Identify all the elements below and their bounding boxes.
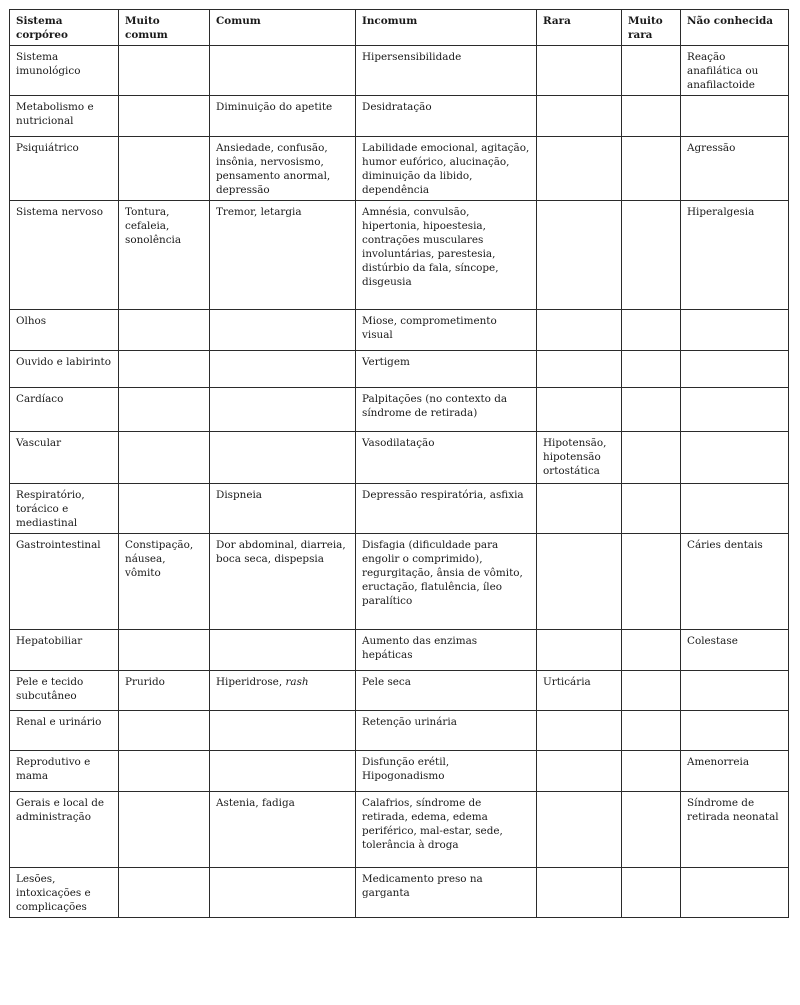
cell-rara — [537, 46, 622, 96]
cell-rara — [537, 711, 622, 751]
cell-rara — [537, 484, 622, 534]
cell-muito-rara — [622, 96, 681, 137]
cell-incomum: Retenção urinária — [356, 711, 537, 751]
cell-rara — [537, 96, 622, 137]
cell-muito-rara — [622, 630, 681, 671]
cell-nao-conhecida — [681, 671, 789, 711]
cell-incomum: Calafrios, síndrome de retirada, edema, edema periférico, mal-estar, sede, tolerância à droga — [356, 792, 537, 868]
cell-incomum: Disfunção erétil, Hipogonadismo — [356, 751, 537, 792]
table-row — [10, 868, 789, 918]
table-row — [10, 310, 789, 351]
table-row — [10, 351, 789, 388]
cell-rara — [537, 388, 622, 432]
cell-muito-comum — [119, 630, 210, 671]
adverse-reactions-table — [9, 9, 789, 918]
cell-comum — [210, 46, 356, 96]
table-row — [10, 46, 789, 96]
cell-nao-conhecida: Agressão — [681, 137, 789, 201]
cell-muito-rara — [622, 310, 681, 351]
table-row — [10, 137, 789, 201]
cell-muito-rara — [622, 137, 681, 201]
cell-nao-conhecida — [681, 484, 789, 534]
cell-muito-rara — [622, 351, 681, 388]
cell-muito-comum — [119, 137, 210, 201]
header-sistema-corporeo: Sistema corpóreo — [10, 10, 119, 46]
cell-incomum: Medicamento preso na garganta — [356, 868, 537, 918]
cell-incomum: Pele seca — [356, 671, 537, 711]
cell-sistema-corporeo: Sistema imunológico — [10, 46, 119, 96]
cell-muito-rara — [622, 388, 681, 432]
table-row — [10, 96, 789, 137]
cell-rara: Urticária — [537, 671, 622, 711]
header-muito-rara: Muito rara — [622, 10, 681, 46]
cell-comum — [210, 310, 356, 351]
cell-comum: Dispneia — [210, 484, 356, 534]
cell-sistema-corporeo: Gerais e local de administração — [10, 792, 119, 868]
cell-rara — [537, 534, 622, 630]
cell-muito-rara — [622, 792, 681, 868]
table-row — [10, 432, 789, 484]
cell-nao-conhecida: Colestase — [681, 630, 789, 671]
cell-nao-conhecida — [681, 388, 789, 432]
cell-sistema-corporeo: Renal e urinário — [10, 711, 119, 751]
cell-nao-conhecida: Amenorreia — [681, 751, 789, 792]
cell-nao-conhecida — [681, 351, 789, 388]
cell-muito-rara — [622, 46, 681, 96]
cell-sistema-corporeo: Vascular — [10, 432, 119, 484]
cell-rara — [537, 351, 622, 388]
cell-muito-comum — [119, 388, 210, 432]
cell-muito-comum: Constipação, náusea, vômito — [119, 534, 210, 630]
table-row — [10, 484, 789, 534]
cell-sistema-corporeo: Metabolismo e nutricional — [10, 96, 119, 137]
table-row — [10, 630, 789, 671]
cell-comum: Astenia, fadiga — [210, 792, 356, 868]
cell-nao-conhecida: Reação anafilática ou anafilactoide — [681, 46, 789, 96]
cell-comum: Hiperidrose, rash — [210, 671, 356, 711]
cell-nao-conhecida: Hiperalgesia — [681, 201, 789, 310]
cell-nao-conhecida — [681, 310, 789, 351]
cell-comum — [210, 351, 356, 388]
cell-sistema-corporeo: Olhos — [10, 310, 119, 351]
cell-muito-comum — [119, 96, 210, 137]
cell-rara — [537, 310, 622, 351]
cell-incomum: Vertigem — [356, 351, 537, 388]
cell-muito-rara — [622, 671, 681, 711]
cell-muito-rara — [622, 868, 681, 918]
header-row — [10, 10, 789, 46]
cell-incomum: Vasodilatação — [356, 432, 537, 484]
cell-nao-conhecida — [681, 96, 789, 137]
cell-incomum: Miose, comprometimento visual — [356, 310, 537, 351]
header-rara: Rara — [537, 10, 622, 46]
italic-term: rash — [285, 676, 309, 688]
cell-muito-comum: Tontura, cefaleia, sonolência — [119, 201, 210, 310]
cell-comum — [210, 751, 356, 792]
cell-muito-rara — [622, 751, 681, 792]
cell-comum — [210, 388, 356, 432]
table-row — [10, 201, 789, 310]
cell-muito-rara — [622, 484, 681, 534]
cell-rara — [537, 751, 622, 792]
cell-muito-comum: Prurido — [119, 671, 210, 711]
cell-rara — [537, 630, 622, 671]
cell-comum: Tremor, letargia — [210, 201, 356, 310]
cell-rara — [537, 201, 622, 310]
cell-muito-rara — [622, 711, 681, 751]
cell-nao-conhecida — [681, 868, 789, 918]
cell-muito-comum — [119, 484, 210, 534]
cell-muito-comum — [119, 751, 210, 792]
cell-comum — [210, 432, 356, 484]
cell-comum: Diminuição do apetite — [210, 96, 356, 137]
cell-muito-comum — [119, 432, 210, 484]
header-muito-comum: Muito comum — [119, 10, 210, 46]
cell-sistema-corporeo: Hepatobiliar — [10, 630, 119, 671]
cell-rara — [537, 137, 622, 201]
header-nao-conhecida: Não conhecida — [681, 10, 789, 46]
table-row — [10, 671, 789, 711]
cell-sistema-corporeo: Respiratório, torácico e mediastinal — [10, 484, 119, 534]
cell-sistema-corporeo: Psiquiátrico — [10, 137, 119, 201]
cell-sistema-corporeo: Lesões, intoxicações e complicações — [10, 868, 119, 918]
cell-comum: Ansiedade, confusão, insônia, nervosismo, pensamento anormal, depressão — [210, 137, 356, 201]
table-row — [10, 711, 789, 751]
cell-nao-conhecida: Síndrome de retirada neonatal — [681, 792, 789, 868]
cell-sistema-corporeo: Gastrointestinal — [10, 534, 119, 630]
cell-muito-comum — [119, 711, 210, 751]
table-row — [10, 751, 789, 792]
cell-incomum: Depressão respiratória, asfixia — [356, 484, 537, 534]
header-comum: Comum — [210, 10, 356, 46]
cell-incomum: Hipersensibilidade — [356, 46, 537, 96]
cell-rara: Hipotensão, hipotensão ortostática — [537, 432, 622, 484]
cell-incomum: Desidratação — [356, 96, 537, 137]
cell-muito-rara — [622, 432, 681, 484]
cell-rara — [537, 868, 622, 918]
cell-incomum: Labilidade emocional, agitação, humor eufórico, alucinação, diminuição da libido, dependência — [356, 137, 537, 201]
table-row — [10, 388, 789, 432]
cell-nao-conhecida: Cáries dentais — [681, 534, 789, 630]
cell-comum — [210, 711, 356, 751]
cell-incomum: Amnésia, convulsão, hipertonia, hipoestesia, contrações musculares involuntárias, parestesia, distúrbio da fala, síncope, disgeusia — [356, 201, 537, 310]
cell-muito-rara — [622, 534, 681, 630]
cell-muito-comum — [119, 310, 210, 351]
cell-comum — [210, 868, 356, 918]
cell-sistema-corporeo: Reprodutivo e mama — [10, 751, 119, 792]
cell-muito-comum — [119, 351, 210, 388]
header-incomum: Incomum — [356, 10, 537, 46]
cell-incomum: Disfagia (dificuldade para engolir o comprimido), regurgitação, ânsia de vômito, eructação, flatulência, íleo paralítico — [356, 534, 537, 630]
cell-sistema-corporeo: Cardíaco — [10, 388, 119, 432]
cell-rara — [537, 792, 622, 868]
cell-incomum: Palpitações (no contexto da síndrome de retirada) — [356, 388, 537, 432]
cell-muito-comum — [119, 46, 210, 96]
table-row — [10, 792, 789, 868]
cell-sistema-corporeo: Sistema nervoso — [10, 201, 119, 310]
cell-incomum: Aumento das enzimas hepáticas — [356, 630, 537, 671]
cell-comum — [210, 630, 356, 671]
cell-muito-comum — [119, 868, 210, 918]
cell-muito-comum — [119, 792, 210, 868]
cell-sistema-corporeo: Ouvido e labirinto — [10, 351, 119, 388]
cell-sistema-corporeo: Pele e tecido subcutâneo — [10, 671, 119, 711]
table-row — [10, 534, 789, 630]
cell-comum: Dor abdominal, diarreia, boca seca, dispepsia — [210, 534, 356, 630]
cell-muito-rara — [622, 201, 681, 310]
cell-nao-conhecida — [681, 711, 789, 751]
cell-nao-conhecida — [681, 432, 789, 484]
